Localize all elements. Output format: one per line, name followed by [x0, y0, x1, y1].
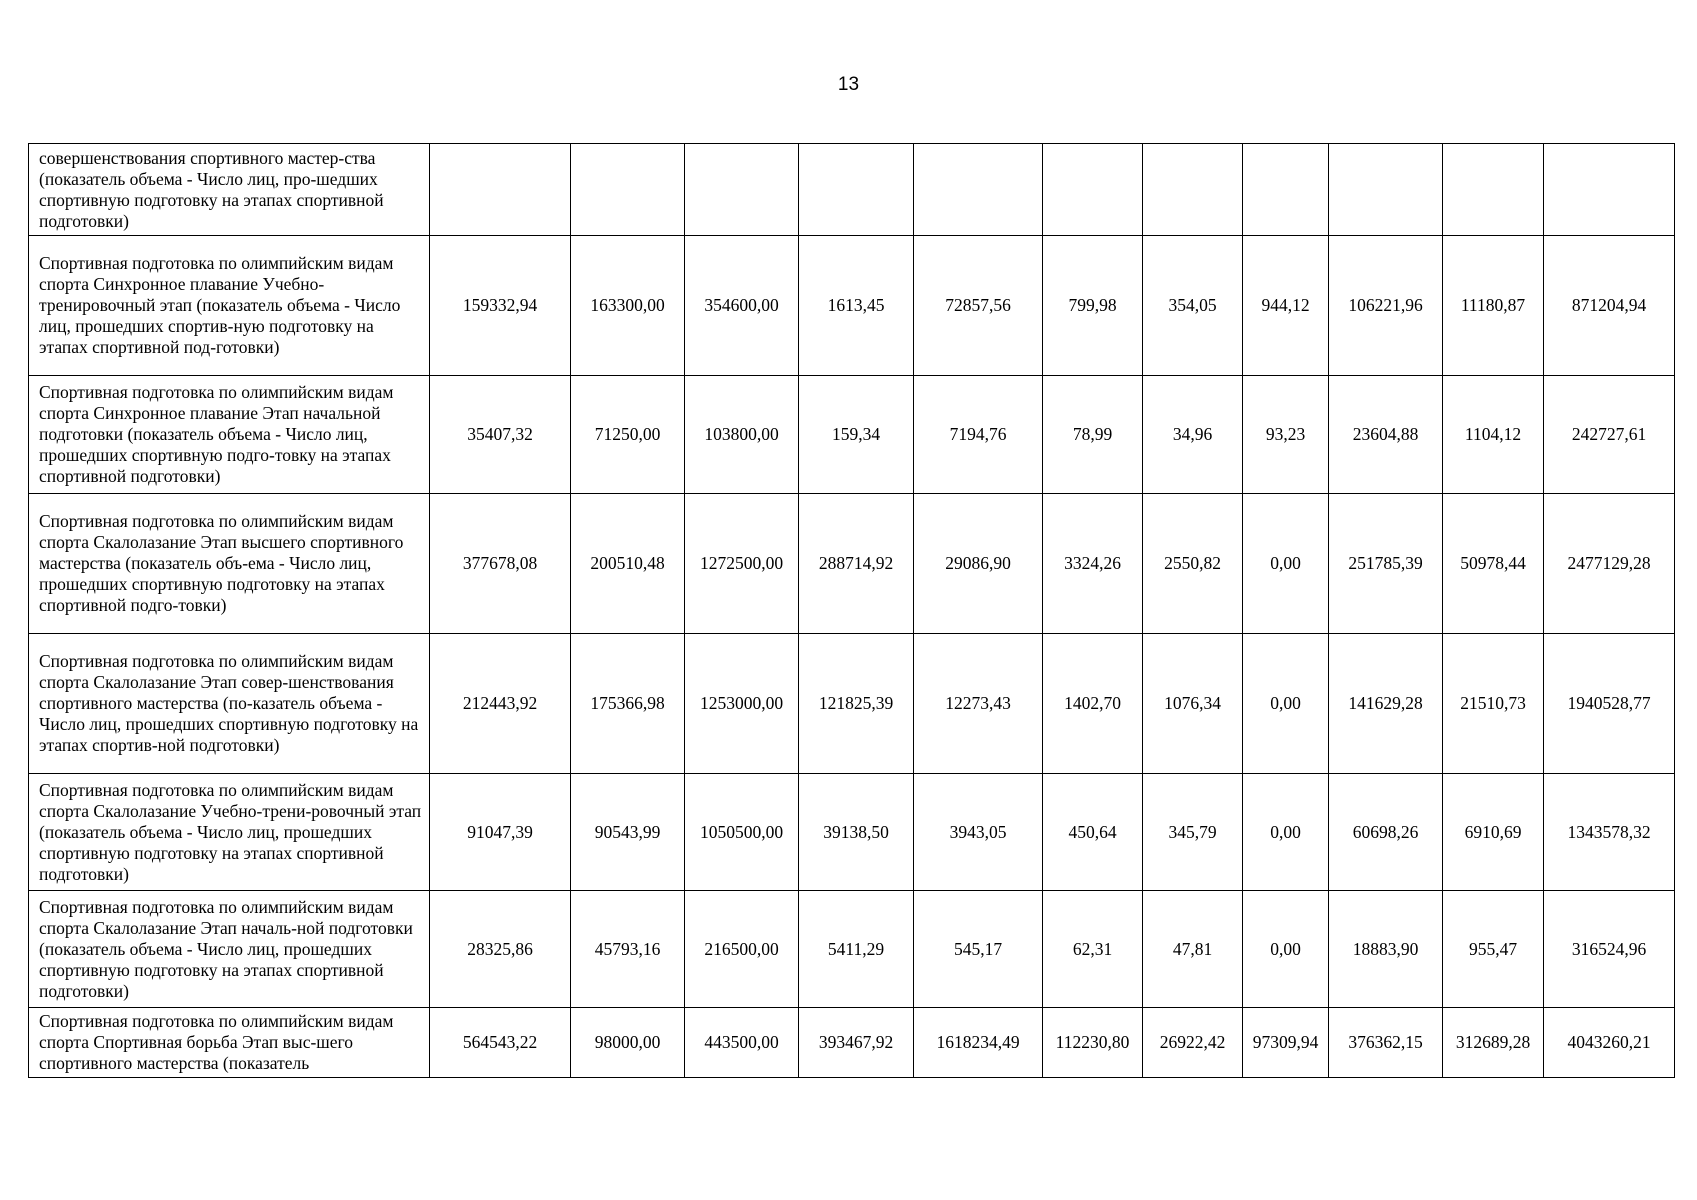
value-cell: 23604,88 [1329, 376, 1443, 494]
row-name-cell: Спортивная подготовка по олимпийским видам спорта Скалолазание Этап началь-ной подготовки (показатель объема - Число лиц, прошедших спортивную подготовку на этапах спортивной подготовки) [29, 891, 430, 1008]
value-cell [1243, 144, 1329, 236]
value-cell [914, 144, 1043, 236]
table-row [29, 891, 1675, 1008]
value-cell: 106221,96 [1329, 236, 1443, 376]
value-cell [430, 144, 571, 236]
value-cell: 377678,08 [430, 494, 571, 634]
table-row [29, 494, 1675, 634]
table-row [29, 774, 1675, 891]
row-name-cell: Спортивная подготовка по олимпийским видам спорта Скалолазание Этап совер-шенствования спортивного мастерства (по-казатель объема - Число лиц, прошедших спортивную подготовку на этапах спортив-ной подготовки) [29, 634, 430, 774]
value-cell [1544, 144, 1675, 236]
row-name-cell: совершенствования спортивного мастер-ства (показатель объема - Число лиц, про-шедших спортивную подготовку на этапах спортивной подготовки) [29, 144, 430, 236]
value-cell: 3943,05 [914, 774, 1043, 891]
value-cell: 354600,00 [685, 236, 799, 376]
row-name-cell: Спортивная подготовка по олимпийским видам спорта Синхронное плавание Учебно-тренировочный этап (показатель объема - Число лиц, прошедших спортив-ную подготовку на этапах спортивной под-готовки) [29, 236, 430, 376]
value-cell: 1050500,00 [685, 774, 799, 891]
value-cell: 29086,90 [914, 494, 1043, 634]
value-cell: 47,81 [1143, 891, 1243, 1008]
value-cell: 60698,26 [1329, 774, 1443, 891]
value-cell [1329, 144, 1443, 236]
value-cell: 0,00 [1243, 634, 1329, 774]
value-cell: 251785,39 [1329, 494, 1443, 634]
value-cell: 4043260,21 [1544, 1008, 1675, 1078]
value-cell: 159,34 [799, 376, 914, 494]
value-cell: 50978,44 [1443, 494, 1544, 634]
value-cell: 316524,96 [1544, 891, 1675, 1008]
value-cell: 799,98 [1043, 236, 1143, 376]
value-cell [685, 144, 799, 236]
value-cell: 141629,28 [1329, 634, 1443, 774]
value-cell: 93,23 [1243, 376, 1329, 494]
value-cell: 26922,42 [1143, 1008, 1243, 1078]
value-cell: 159332,94 [430, 236, 571, 376]
value-cell: 78,99 [1043, 376, 1143, 494]
value-cell: 35407,32 [430, 376, 571, 494]
value-cell: 103800,00 [685, 376, 799, 494]
value-cell: 2550,82 [1143, 494, 1243, 634]
row-name-cell: Спортивная подготовка по олимпийским видам спорта Синхронное плавание Этап начальной подготовки (показатель объема - Число лиц, прошедших спортивную подго-товку на этапах спортивной подготовки) [29, 376, 430, 494]
value-cell: 944,12 [1243, 236, 1329, 376]
value-cell: 90543,99 [571, 774, 685, 891]
table-row [29, 634, 1675, 774]
table-row [29, 1008, 1675, 1078]
value-cell [1043, 144, 1143, 236]
value-cell: 28325,86 [430, 891, 571, 1008]
value-cell: 1402,70 [1043, 634, 1143, 774]
value-cell: 288714,92 [799, 494, 914, 634]
table-row [29, 236, 1675, 376]
value-cell: 3324,26 [1043, 494, 1143, 634]
value-cell: 376362,15 [1329, 1008, 1443, 1078]
value-cell: 12273,43 [914, 634, 1043, 774]
value-cell: 1104,12 [1443, 376, 1544, 494]
value-cell: 18883,90 [1329, 891, 1443, 1008]
value-cell: 6910,69 [1443, 774, 1544, 891]
value-cell [571, 144, 685, 236]
value-cell: 345,79 [1143, 774, 1243, 891]
row-name-cell: Спортивная подготовка по олимпийским видам спорта Скалолазание Этап высшего спортивного мастерства (показатель объ-ема - Число лиц, прошедших спортивную подготовку на этапах спортивной подго-товки) [29, 494, 430, 634]
value-cell: 72857,56 [914, 236, 1043, 376]
value-cell: 5411,29 [799, 891, 914, 1008]
value-cell: 71250,00 [571, 376, 685, 494]
value-cell: 97309,94 [1243, 1008, 1329, 1078]
value-cell: 212443,92 [430, 634, 571, 774]
value-cell: 242727,61 [1544, 376, 1675, 494]
value-cell [799, 144, 914, 236]
row-name-cell: Спортивная подготовка по олимпийским видам спорта Спортивная борьба Этап выс-шего спортивного мастерства (показатель [29, 1008, 430, 1078]
table-row [29, 376, 1675, 494]
value-cell [1143, 144, 1243, 236]
value-cell: 545,17 [914, 891, 1043, 1008]
value-cell: 200510,48 [571, 494, 685, 634]
value-cell: 11180,87 [1443, 236, 1544, 376]
value-cell: 39138,50 [799, 774, 914, 891]
value-cell: 163300,00 [571, 236, 685, 376]
value-cell: 1613,45 [799, 236, 914, 376]
value-cell: 0,00 [1243, 891, 1329, 1008]
value-cell: 34,96 [1143, 376, 1243, 494]
value-cell: 0,00 [1243, 774, 1329, 891]
value-cell: 1618234,49 [914, 1008, 1043, 1078]
value-cell: 564543,22 [430, 1008, 571, 1078]
value-cell: 955,47 [1443, 891, 1544, 1008]
value-cell: 121825,39 [799, 634, 914, 774]
value-cell: 62,31 [1043, 891, 1143, 1008]
value-cell [1443, 144, 1544, 236]
value-cell: 45793,16 [571, 891, 685, 1008]
value-cell: 112230,80 [1043, 1008, 1143, 1078]
table-row [29, 144, 1675, 236]
value-cell: 91047,39 [430, 774, 571, 891]
value-cell: 312689,28 [1443, 1008, 1544, 1078]
page-number: 13 [837, 74, 860, 95]
value-cell: 2477129,28 [1544, 494, 1675, 634]
value-cell: 354,05 [1143, 236, 1243, 376]
value-cell: 7194,76 [914, 376, 1043, 494]
value-cell: 1076,34 [1143, 634, 1243, 774]
value-cell: 450,64 [1043, 774, 1143, 891]
value-cell: 871204,94 [1544, 236, 1675, 376]
value-cell: 21510,73 [1443, 634, 1544, 774]
value-cell: 0,00 [1243, 494, 1329, 634]
value-cell: 1253000,00 [685, 634, 799, 774]
budget-table [28, 143, 1675, 1078]
value-cell: 216500,00 [685, 891, 799, 1008]
value-cell: 98000,00 [571, 1008, 685, 1078]
value-cell: 1343578,32 [1544, 774, 1675, 891]
value-cell: 1940528,77 [1544, 634, 1675, 774]
value-cell: 175366,98 [571, 634, 685, 774]
value-cell: 443500,00 [685, 1008, 799, 1078]
value-cell: 1272500,00 [685, 494, 799, 634]
row-name-cell: Спортивная подготовка по олимпийским видам спорта Скалолазание Учебно-трени-ровочный этап (показатель объема - Число лиц, прошедших спортивную подготовку на этапах спортивной подготовки) [29, 774, 430, 891]
value-cell: 393467,92 [799, 1008, 914, 1078]
